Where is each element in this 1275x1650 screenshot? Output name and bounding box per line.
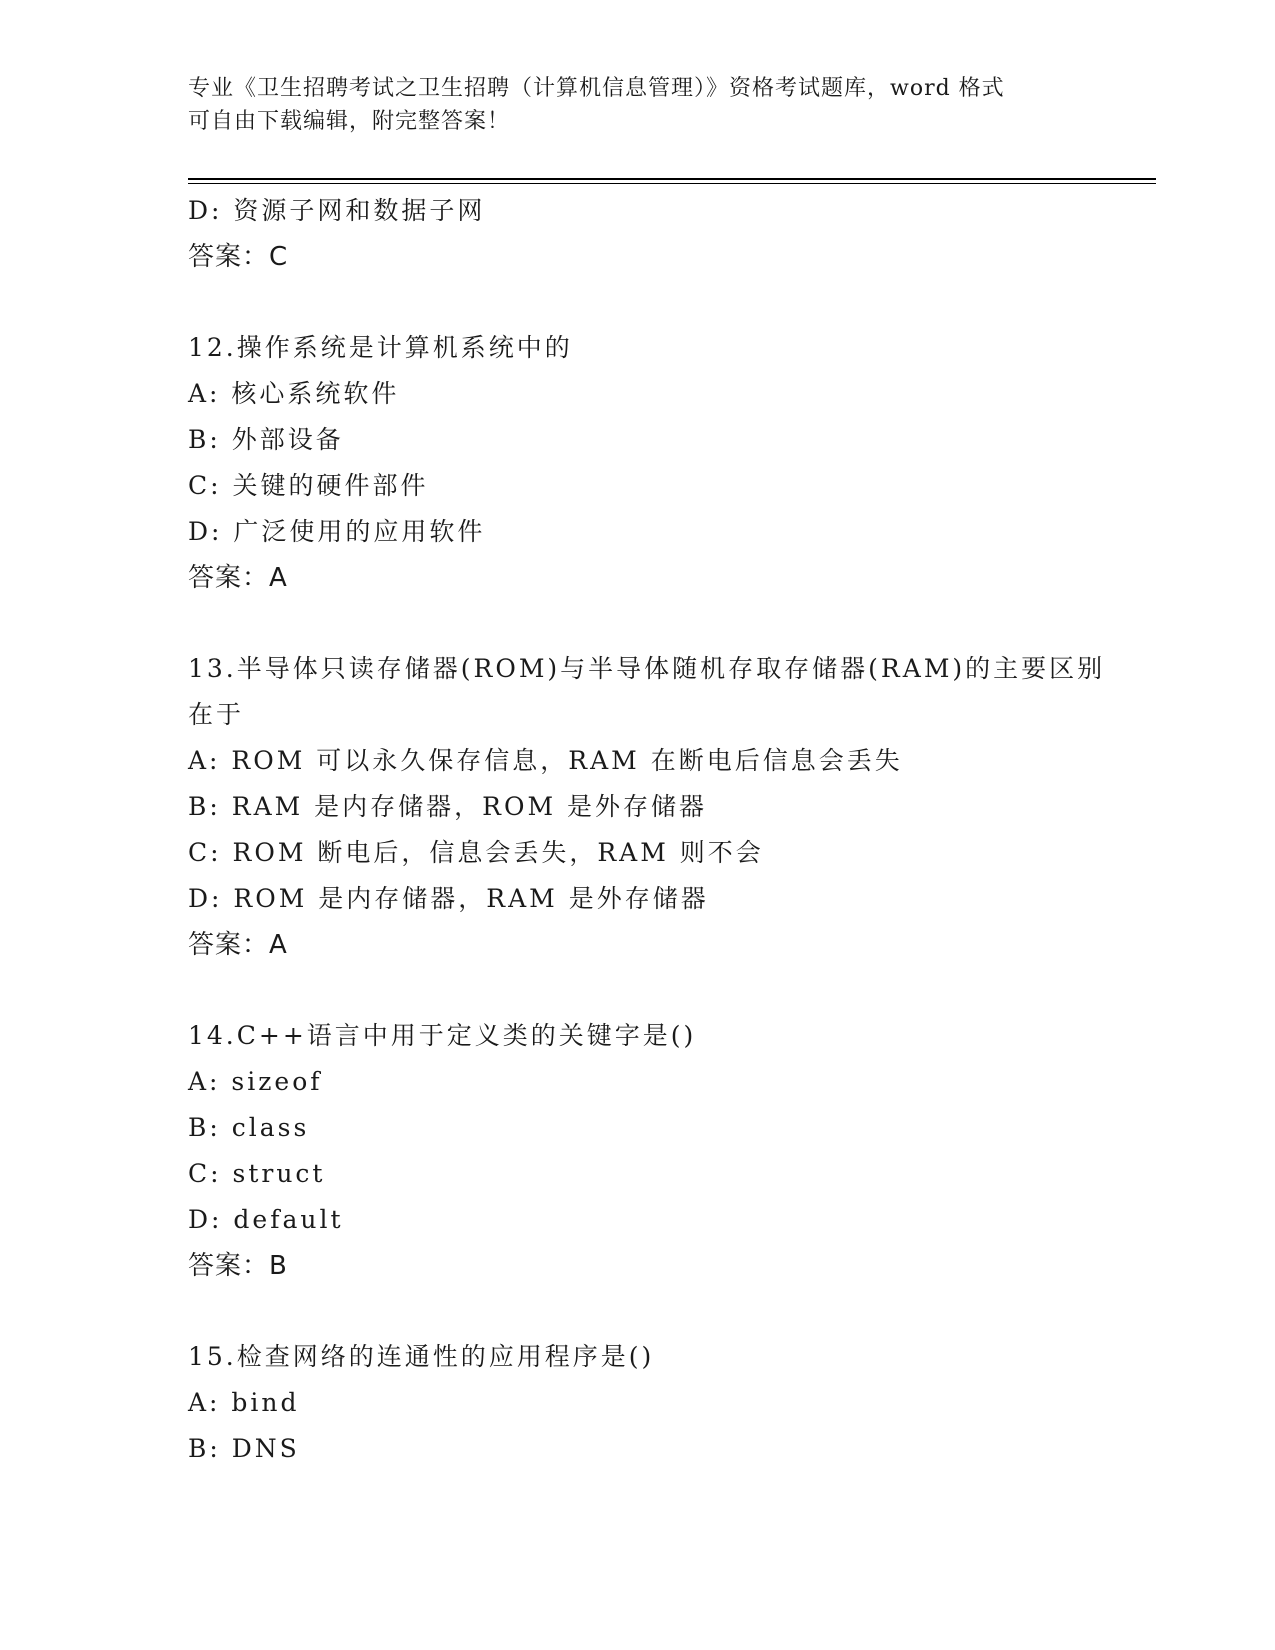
question-text: 15.检查网络的连通性的应用程序是() bbox=[188, 1342, 655, 1371]
option-c: C: struct bbox=[188, 1159, 326, 1188]
option-d: D: 广泛使用的应用软件 bbox=[188, 517, 486, 546]
option-a: A: bind bbox=[188, 1388, 300, 1417]
answer: 答案：B bbox=[188, 1251, 288, 1281]
question-12 bbox=[188, 325, 1088, 601]
answer: 答案：C bbox=[188, 242, 289, 272]
answer: 答案：A bbox=[188, 930, 288, 960]
question-text: 14.C++语言中用于定义类的关键字是() bbox=[188, 1021, 697, 1050]
question-text-line-1: 13.半导体只读存储器(ROM)与半导体随机存取存储器(RAM)的主要区别 bbox=[188, 654, 1106, 683]
document-header bbox=[188, 72, 1068, 138]
option-a: A: ROM 可以永久保存信息，RAM 在断电后信息会丢失 bbox=[188, 746, 903, 775]
option-b: B: DNS bbox=[188, 1434, 300, 1463]
header-line-1: 专业《卫生招聘考试之卫生招聘（计算机信息管理）》资格考试题库，word 格式 bbox=[188, 76, 1005, 101]
option-b: B: class bbox=[188, 1113, 310, 1142]
answer: 答案：A bbox=[188, 563, 288, 593]
option-c: C: ROM 断电后，信息会丢失，RAM 则不会 bbox=[188, 838, 764, 867]
option-a: A: sizeof bbox=[188, 1067, 323, 1096]
question-13 bbox=[188, 646, 1106, 968]
question-14 bbox=[188, 1013, 1088, 1289]
header-divider-thin bbox=[188, 183, 1156, 184]
question-text: 12.操作系统是计算机系统中的 bbox=[188, 333, 573, 362]
header-line-2: 可自由下载编辑，附完整答案！ bbox=[188, 109, 511, 134]
option-c: C: 关键的硬件部件 bbox=[188, 471, 429, 500]
option-a: A: 核心系统软件 bbox=[188, 379, 400, 408]
option-b: B: RAM 是内存储器，ROM 是外存储器 bbox=[188, 792, 708, 821]
option-d: D: ROM 是内存储器，RAM 是外存储器 bbox=[188, 884, 709, 913]
question-15 bbox=[188, 1334, 1088, 1472]
option-d: D: 资源子网和数据子网 bbox=[188, 196, 486, 225]
option-b: B: 外部设备 bbox=[188, 425, 344, 454]
header-divider-thick bbox=[188, 178, 1156, 180]
question-text-line-2: 在于 bbox=[188, 700, 245, 729]
question-list bbox=[188, 188, 1106, 1472]
option-d: D: default bbox=[188, 1205, 344, 1234]
